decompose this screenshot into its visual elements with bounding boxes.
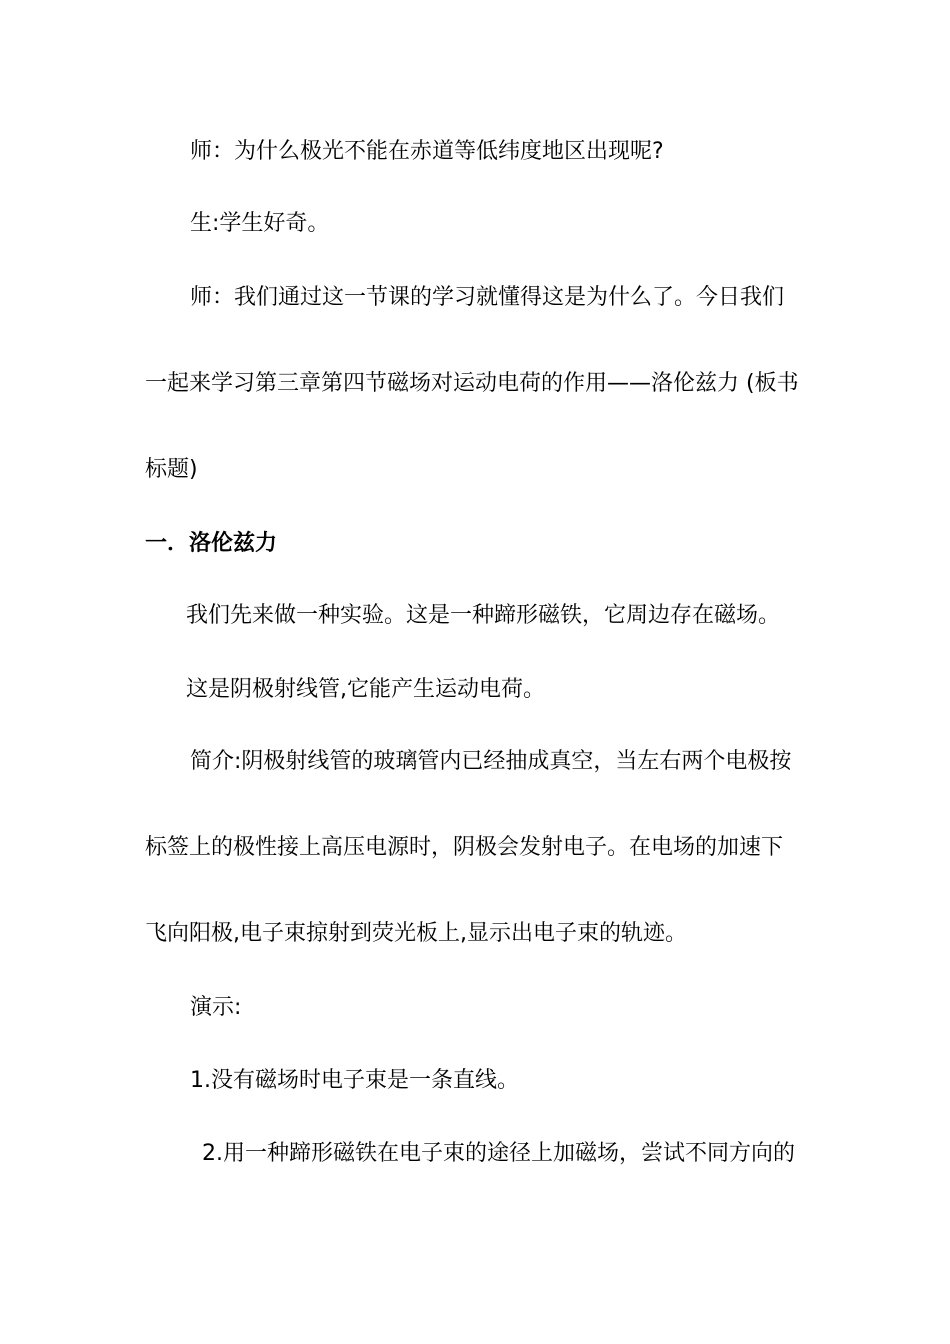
paragraph-line-8: 这是阴极射线管,它能产生运动电荷。 [186, 677, 545, 702]
paragraph-line-1: 师：为什么极光不能在赤道等低纬度地区出现呢? [190, 139, 664, 164]
paragraph-line-11: 飞向阳极,电子束掠射到荧光板上,显示出电子束的轨迹。 [145, 921, 687, 946]
section-heading: 一．洛伦兹力 [145, 531, 278, 556]
paragraph-line-2: 生:学生好奇。 [190, 211, 330, 236]
paragraph-line-14: 2.用一种蹄形磁铁在电子束的途径上加磁场，尝试不同方向的 [202, 1141, 795, 1166]
paragraph-line-7: 我们先来做一种实验。这是一种蹄形磁铁，它周边存在磁场。 [186, 603, 781, 628]
paragraph-line-12: 演示: [190, 995, 242, 1020]
paragraph-line-13: 1.没有磁场时电子束是一条直线。 [190, 1068, 519, 1093]
paragraph-line-5: 标题) [145, 457, 198, 482]
paragraph-line-3: 师：我们通过这一节课的学习就懂得这是为什么了。今日我们 [190, 285, 785, 310]
paragraph-line-9: 简介:阴极射线管的玻璃管内已经抽成真空，当左右两个电极按 [190, 749, 792, 774]
paragraph-line-4: 一起来学习第三章第四节磁场对运动电荷的作用——洛伦兹力 (板书 [145, 371, 799, 396]
paragraph-line-10: 标签上的极性接上高压电源时，阴极会发射电子。在电场的加速下 [145, 835, 784, 860]
